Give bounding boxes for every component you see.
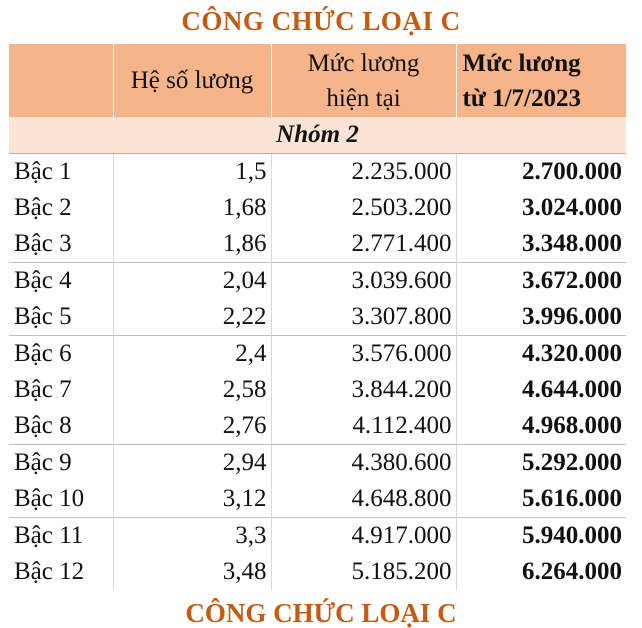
coefficient-cell: 3,3 xyxy=(113,518,271,555)
table-row xyxy=(9,372,626,408)
level-cell: Bậc 2 xyxy=(9,190,113,226)
level-cell: Bậc 7 xyxy=(9,372,113,408)
coefficient-cell: 2,4 xyxy=(113,336,271,373)
table-row xyxy=(9,445,626,482)
new-salary-cell: 3.024.000 xyxy=(522,194,622,221)
coefficient-cell: 2,22 xyxy=(113,299,271,336)
coefficient-cell: 3,12 xyxy=(113,481,271,518)
new-salary-cell: 4.644.000 xyxy=(522,376,622,403)
next-section-title-cropped: CÔNG CHỨC LOẠI C xyxy=(185,598,457,628)
level-cell: Bậc 3 xyxy=(9,226,113,263)
new-salary-cell: 4.320.000 xyxy=(456,336,626,373)
new-salary-cell: 5.940.000 xyxy=(456,518,626,555)
coefficient-cell: 2,94 xyxy=(113,445,271,482)
table-row xyxy=(9,190,626,226)
current-salary-cell: 4.380.600 xyxy=(271,445,456,482)
coefficient-cell: 2,76 xyxy=(113,408,271,445)
new-salary-cell: 3.348.000 xyxy=(522,230,622,257)
current-salary-cell: 3.844.200 xyxy=(271,372,456,408)
new-salary-cell: 4.968.000 xyxy=(522,412,622,439)
header-new-line1: Mức lương xyxy=(462,49,581,77)
table-row xyxy=(9,518,626,555)
level-cell: Bậc 9 xyxy=(9,445,113,482)
current-salary-cell: 4.112.400 xyxy=(271,408,456,445)
salary-table xyxy=(9,44,626,590)
header-current-salary xyxy=(271,44,456,117)
current-salary-cell: 4.917.000 xyxy=(271,518,456,555)
header-level xyxy=(9,44,113,117)
coefficient-cell: 2,58 xyxy=(113,372,271,408)
new-salary-cell: 5.292.000 xyxy=(456,445,626,482)
current-salary-cell: 4.648.800 xyxy=(271,481,456,518)
coefficient-cell: 3,48 xyxy=(113,554,271,590)
table-row xyxy=(9,336,626,373)
current-salary-cell: 2.771.400 xyxy=(271,226,456,263)
current-salary-cell: 2.503.200 xyxy=(271,190,456,226)
level-cell: Bậc 10 xyxy=(9,481,113,518)
table-row xyxy=(9,408,626,445)
group-label: Nhóm 2 xyxy=(9,117,626,154)
new-salary-cell: 6.264.000 xyxy=(522,558,622,585)
header-new-line2: từ 1/7/2023 xyxy=(462,84,581,112)
current-salary-cell: 3.307.800 xyxy=(271,299,456,336)
header-new-salary xyxy=(456,44,626,117)
coefficient-cell: 2,04 xyxy=(113,263,271,300)
header-current-line2: hiện tại xyxy=(326,84,401,112)
table-row xyxy=(9,554,626,590)
table-row xyxy=(9,154,626,191)
table-row xyxy=(9,263,626,300)
new-salary-cell: 5.616.000 xyxy=(522,485,622,512)
new-salary-cell: 2.700.000 xyxy=(522,158,622,185)
header-coefficient: Hệ số lương xyxy=(113,44,271,117)
table-row xyxy=(9,481,626,518)
current-salary-cell: 2.235.000 xyxy=(271,154,456,191)
header-row xyxy=(9,44,626,117)
level-cell: Bậc 5 xyxy=(9,299,113,336)
header-current-line1: Mức lương xyxy=(307,49,420,77)
level-cell: Bậc 8 xyxy=(9,408,113,445)
current-salary-cell: 5.185.200 xyxy=(271,554,456,590)
coefficient-cell: 1,86 xyxy=(113,226,271,263)
coefficient-cell: 1,5 xyxy=(113,154,271,191)
level-cell: Bậc 6 xyxy=(9,336,113,373)
page-title: CÔNG CHỨC LOẠI C xyxy=(181,6,461,36)
level-cell: Bậc 12 xyxy=(9,554,113,590)
table-row xyxy=(9,299,626,336)
table-row xyxy=(9,226,626,263)
level-cell: Bậc 1 xyxy=(9,154,113,191)
coefficient-cell: 1,68 xyxy=(113,190,271,226)
new-salary-cell: 3.672.000 xyxy=(456,263,626,300)
level-cell: Bậc 4 xyxy=(9,263,113,300)
current-salary-cell: 3.039.600 xyxy=(271,263,456,300)
group-row xyxy=(9,117,626,154)
level-cell: Bậc 11 xyxy=(9,518,113,555)
current-salary-cell: 3.576.000 xyxy=(271,336,456,373)
new-salary-cell: 3.996.000 xyxy=(522,303,622,330)
